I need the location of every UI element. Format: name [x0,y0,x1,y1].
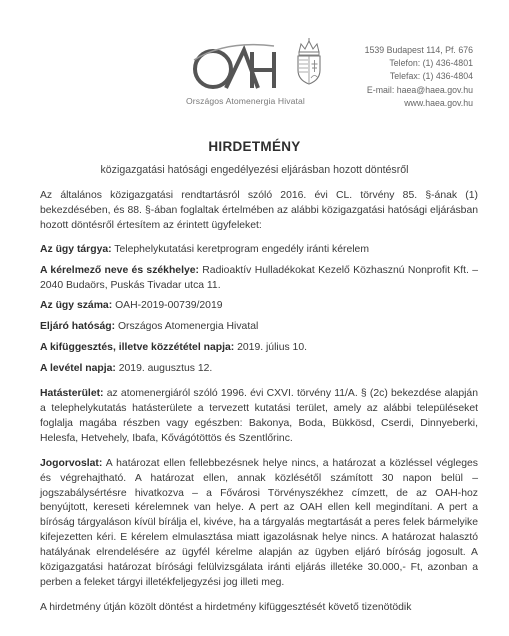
field-subject [40,243,478,258]
contact-fax: Telefax: (1) 436-4804 [389,71,473,82]
field-label: Eljáró hatóság: [40,321,116,333]
document-subtitle: közigazgatási hatósági engedélyezési eljárásban hozott döntésről [100,164,409,176]
field-case-number [40,299,478,314]
field-label: A kifüggesztés, illetve közzététel napja: [40,342,235,354]
field-value: Országos Atomenergia Hivatal [115,321,259,333]
closing-paragraph: A hirdetmény útján közölt döntést a hirdetmény kifüggesztését követő tizenötödik [40,601,412,613]
contact-website: www.haea.gov.hu [404,97,473,108]
remedy-paragraph [40,457,478,591]
remedy-text: A határozat ellen fellebbezésnek helye nincs, a határozat a közléssel végleges és végrehajtható. A határozat ellen, annak közlésétől számított 30 napon belül – jogszabálysértésre hivatkozva – a Fővárosi Törvényszékhez címzett, de az OAH-hoz benyújtott, kereseti kérelemnek van helye. A pert az OAH ellen kell megindítani. A pert a bíróság tárgyaláson kívül bírálja el, kivéve, ha a tárgyalás megtartását a peres felek bármelyike kifejezetten kéri. E kérelem elmulasztása miatt igazolásnak helye nincs. A határozat halasztó hatályának elrendelésére az ügyfél kérelme alapján az ügyben eljáró bíróság jogosult. A közigazgatási határozat bírósági felülvizsgálata iránti eljárás illetéke 30.000,- Ft, azonban a perben a feleket tárgyi illetékfeljegyzési jog illeti meg. [40,457,478,588]
coat-of-arms-icon [294,38,324,86]
field-value: Radioaktív Hulladékokat Kezelő Közhasznú Nonprofit Kft. – 2040 Budaörs, Puskás Tivadar utca 11. [40,264,479,291]
field-value: 2019. július 10. [234,342,308,354]
field-label: Az ügy száma: [40,300,113,312]
contact-block [365,44,473,110]
remedy-label: Jogorvoslat: [40,457,103,469]
contact-address: 1539 Budapest 114, Pf. 676 [364,45,473,55]
contact-email: E-mail: haea@haea.gov.hu [366,84,473,95]
field-value: OAH-2019-00739/2019 [112,300,223,312]
contact-phone: Telefon: (1) 436-4801 [389,58,473,69]
document-body [40,189,478,616]
field-authority [40,320,478,335]
field-posted-date [40,341,478,356]
intro-paragraph: Az általános közigazgatási rendtartásról szóló 2016. évi CL. törvény 85. §-ának (1) bekezdésében, és 88. §-ában foglaltak értelmében az alábbi közigazgatási hatósági eljárásban hozott döntésről értesítem az érintett ügyfeleket: [40,190,478,231]
field-value: Telephelykutatási keretprogram engedély iránti kérelem [111,243,369,255]
document-title: HIRDETMÉNY [208,139,301,154]
field-label: Az ügy tárgya: [40,243,112,255]
scope-text: az atomenergiáról szóló 1996. évi CXVI. törvény 11/A. § (2c) bekezdése alapján a telephelykutatás hatásterülete a tervezett kutatási terület, amely az alábbi településeket foglalja magába részben vagy egészben: Bakonya, Boda, Bükkösd, Cserdi, Dinnyeberki, Helesfa, Hetvehely, Ibafa, Kővágótöttös és Szentlőrinc. [40,388,478,444]
field-label: A levétel napja: [40,363,116,375]
field-value: 2019. augusztus 12. [115,363,213,375]
field-label: A kérelmező neve és székhelye: [40,264,199,276]
org-name: Országos Atomenergia Hivatal [186,96,305,106]
scope-label: Hatásterület: [40,388,104,400]
field-removed-date [40,362,478,377]
field-applicant [40,264,478,294]
scope-paragraph [40,387,478,447]
